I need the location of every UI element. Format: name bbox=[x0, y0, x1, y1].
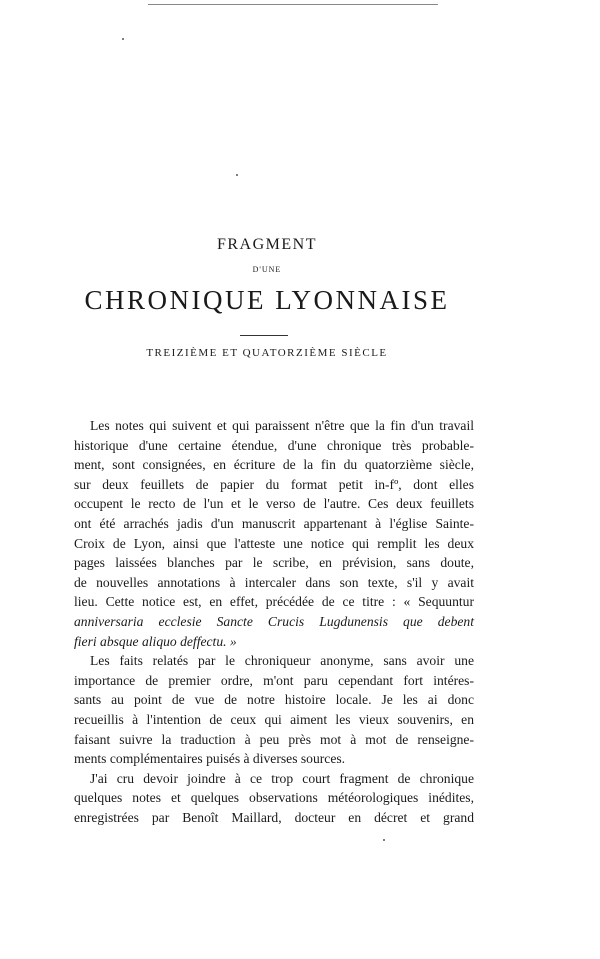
text-line: enregistrées par Benoît Maillard, docteur en décret et grand bbox=[74, 809, 474, 825]
title-dune: D'UNE bbox=[252, 265, 282, 274]
text-line: Croix de Lyon, ainsi que l'atteste une notice qui remplit les deux bbox=[74, 535, 474, 551]
text-line: occupent le recto de l'un et le verso de l'autre. Ces deux feuillets bbox=[74, 496, 474, 512]
text-line: importance de premier ordre, m'ont paru cependant fort intéres- bbox=[74, 672, 474, 688]
text-line: pages laissées blanches par le scribe, en prévision, sans doute, bbox=[74, 555, 474, 571]
text-line: quelques notes et quelques observations météorologiques inédites, bbox=[74, 790, 474, 806]
text-line: Les notes qui suivent et qui paraissent n'être que la fin d'un travail bbox=[90, 418, 474, 433]
text-line: sur deux feuillets de papier du format petit in-fº, dont elles bbox=[74, 476, 474, 492]
text-line: sants au point de vue de notre histoire locale. Je les ai donc bbox=[74, 692, 474, 708]
page-speck bbox=[236, 174, 238, 176]
text-line: lieu. Cette notice est, en effet, précédée de ce titre : « Sequuntur bbox=[74, 594, 474, 610]
text-line: Les faits relatés par le chroniqueur anonyme, sans avoir une bbox=[90, 653, 474, 669]
text-line: ont été arrachés jadis d'un manuscrit appartenant à l'église Sainte- bbox=[74, 515, 474, 531]
text-line: J'ai cru devoir joindre à ce trop court fragment de chronique bbox=[90, 770, 474, 786]
page-speck bbox=[122, 38, 124, 40]
title-fragment: FRAGMENT bbox=[216, 236, 317, 253]
page-subtitle: TREIZIÈME ET QUATORZIÈME SIÈCLE bbox=[146, 347, 388, 359]
text-line: historique d'une certaine étendue, d'une chronique très probable- bbox=[74, 437, 474, 453]
text-line: recueillis à l'intention de ceux qui aiment les vieux souvenirs, en bbox=[74, 711, 474, 727]
text-line: faisant suivre la traduction à peu près mot à mot de renseigne- bbox=[74, 731, 474, 747]
text-line: de nouvelles annotations à intercaler dans son texte, s'il y avait bbox=[74, 574, 474, 590]
page-title: CHRONIQUE LYONNAISE bbox=[84, 285, 450, 315]
top-edge-rule bbox=[148, 4, 438, 5]
text-line: ment, sont consignées, en écriture de la fin du quatorzième siècle, bbox=[74, 457, 474, 473]
title-divider bbox=[240, 335, 288, 336]
page-speck bbox=[383, 839, 385, 841]
text-line: fieri absque aliquo deffectu. » bbox=[74, 633, 237, 649]
text-line: ments complémentaires puisés à diverses sources. bbox=[74, 751, 346, 767]
body-text bbox=[74, 416, 474, 827]
text-line: anniversaria ecclesie Sancte Crucis Lugdunensis que debent bbox=[74, 613, 474, 629]
